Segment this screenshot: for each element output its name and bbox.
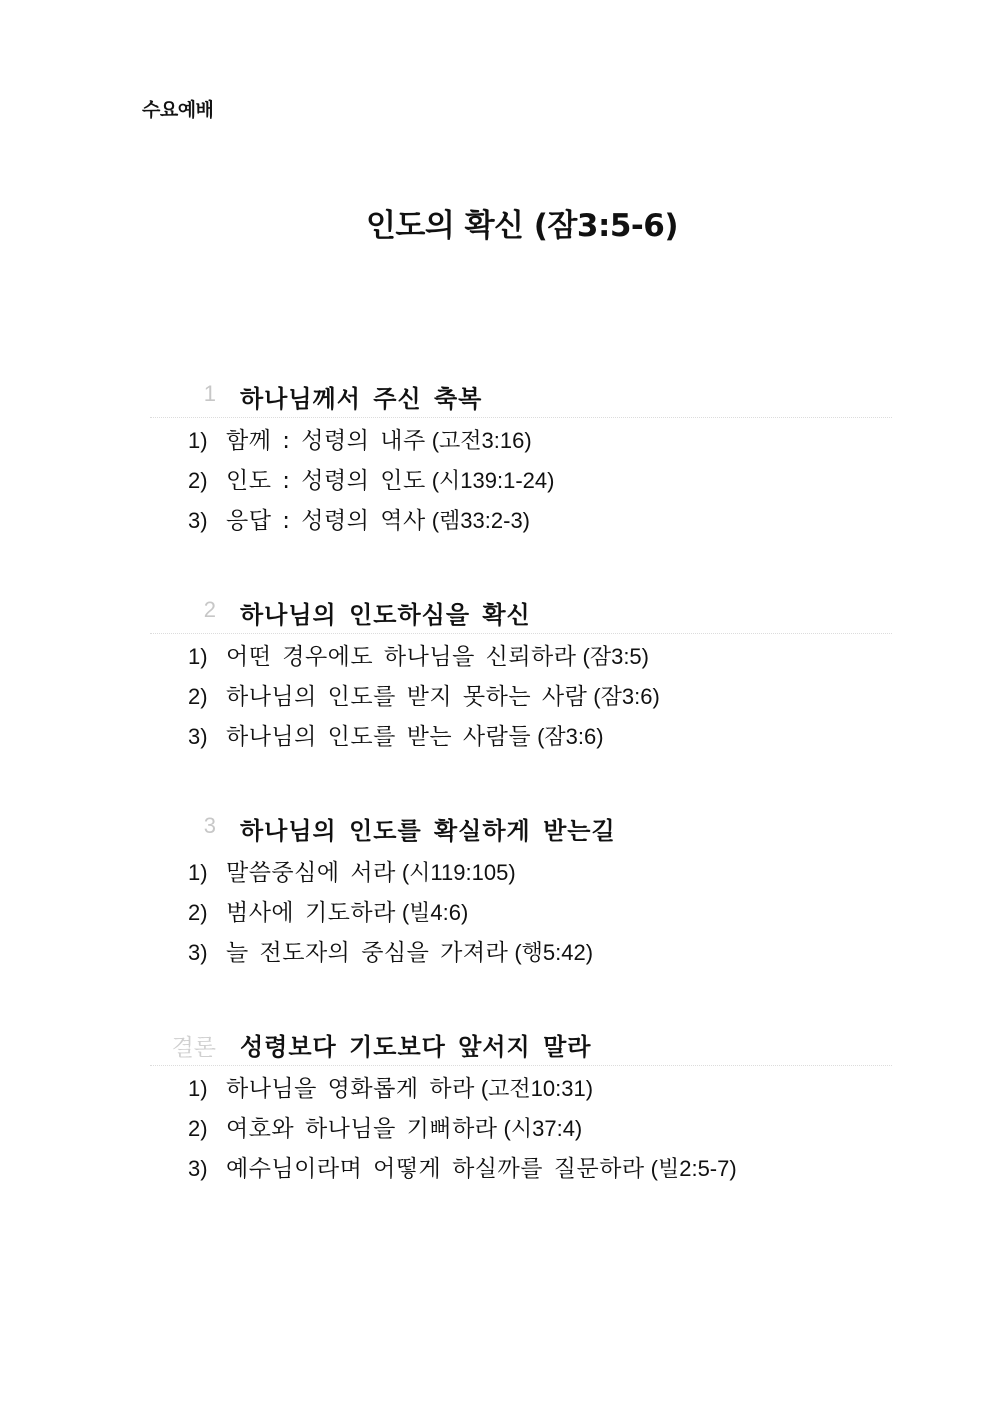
point-item	[150, 461, 892, 501]
point-text: 여호와 하나님을 기뻐하라	[226, 1116, 498, 1142]
scripture-reference: (빌2:5-7)	[650, 1156, 737, 1181]
point-number: 1)	[188, 1076, 208, 1101]
point-number: 2)	[188, 468, 208, 493]
point-text: 함께 : 성령의 내주	[226, 428, 426, 454]
point-item	[150, 501, 892, 541]
point-text: 범사에 기도하라	[226, 900, 396, 926]
section-3	[150, 809, 892, 973]
point-number: 2)	[188, 1116, 208, 1141]
point-number: 2)	[188, 684, 208, 709]
scripture-reference: (시37:4)	[503, 1116, 583, 1141]
section-title: 성령보다 기도보다 앞서지 말라	[240, 1033, 592, 1061]
point-text: 인도 : 성령의 인도	[226, 468, 426, 494]
scripture-reference: (빌4:6)	[401, 900, 469, 925]
scripture-reference: (고전3:16)	[431, 428, 532, 453]
scripture-reference: (잠3:6)	[593, 684, 660, 709]
section-heading	[150, 593, 892, 634]
point-list	[150, 1069, 892, 1189]
section-title: 하나님의 인도하심을 확신	[240, 601, 531, 629]
point-list	[150, 421, 892, 541]
point-text: 예수님이라며 어떻게 하실까를 질문하라	[226, 1156, 645, 1182]
point-number: 3)	[188, 724, 208, 749]
point-text: 늘 전도자의 중심을 가져라	[226, 940, 509, 966]
point-text: 응답 : 성령의 역사	[226, 508, 426, 534]
scripture-reference: (잠3:5)	[582, 644, 649, 669]
point-item	[150, 933, 892, 973]
point-number: 3)	[188, 940, 208, 965]
point-number: 1)	[188, 428, 208, 453]
point-text: 하나님의 인도를 받는 사람들	[226, 724, 532, 750]
point-item	[150, 1109, 892, 1149]
point-text: 하나님의 인도를 받지 못하는 사람	[226, 684, 588, 710]
section-number: 3	[203, 813, 216, 838]
point-item	[150, 677, 892, 717]
point-text: 어떤 경우에도 하나님을 신뢰하라	[226, 644, 577, 670]
point-item	[150, 893, 892, 933]
point-number: 2)	[188, 900, 208, 925]
scripture-reference: (시119:105)	[401, 860, 516, 885]
scripture-reference: (렘33:2-3)	[431, 508, 531, 533]
scripture-reference: (고전10:31)	[480, 1076, 594, 1101]
point-number: 3)	[188, 508, 208, 533]
section-title: 하나님의 인도를 확실하게 받는길	[240, 817, 616, 845]
point-item	[150, 1069, 892, 1109]
section-heading	[150, 1025, 892, 1066]
scripture-reference: (행5:42)	[514, 940, 594, 965]
point-number: 1)	[188, 644, 208, 669]
scripture-reference: (잠3:6)	[537, 724, 604, 749]
service-label: 수요예배	[142, 99, 214, 121]
sermon-title: 인도의 확신 (잠3:5-6)	[365, 208, 679, 244]
point-text: 하나님을 영화롭게 하라	[226, 1076, 475, 1102]
section-2	[150, 593, 892, 757]
point-number: 3)	[188, 1156, 208, 1181]
point-list	[150, 637, 892, 757]
point-item	[150, 421, 892, 461]
point-number: 1)	[188, 860, 208, 885]
point-item	[150, 637, 892, 677]
point-item	[150, 717, 892, 757]
section-title: 하나님께서 주신 축복	[240, 385, 483, 413]
section-1	[150, 377, 892, 541]
section-number: 2	[203, 597, 216, 622]
scripture-reference: (시139:1-24)	[431, 468, 555, 493]
point-item	[150, 853, 892, 893]
point-item	[150, 1149, 892, 1189]
section-heading	[150, 377, 892, 418]
point-list	[150, 853, 892, 973]
section-number: 결론	[171, 1035, 216, 1061]
section-heading	[150, 809, 892, 850]
point-text: 말씀중심에 서라	[226, 860, 396, 886]
section-number: 1	[203, 381, 216, 406]
conclusion-section	[150, 1025, 892, 1189]
